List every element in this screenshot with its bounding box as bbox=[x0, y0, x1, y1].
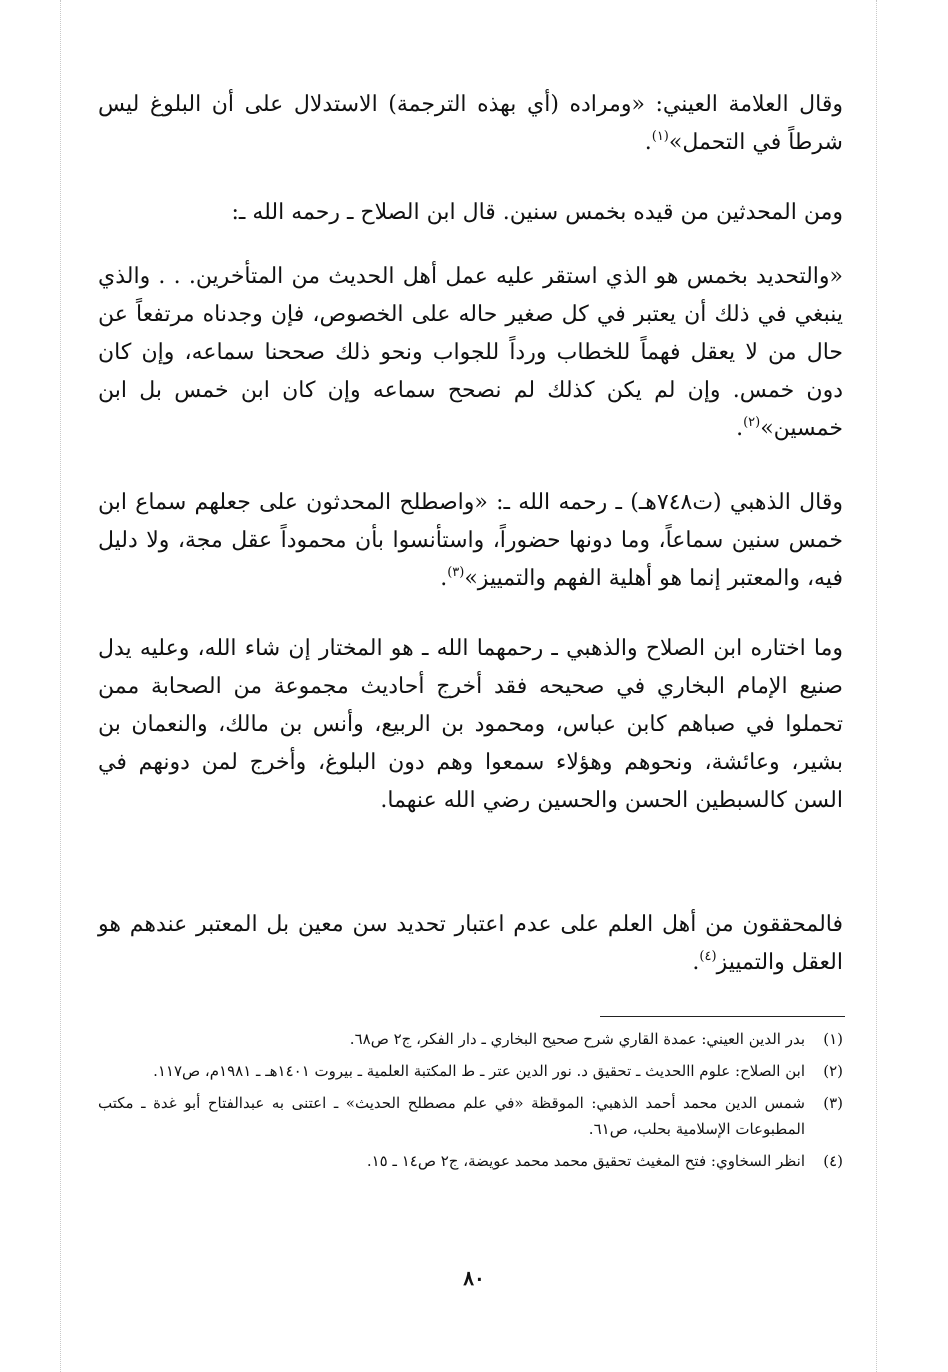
footnote-4 bbox=[98, 1148, 843, 1174]
right-margin-dotted-line bbox=[876, 0, 877, 1372]
footnote-number: (٣) bbox=[823, 1094, 843, 1112]
paragraph-end: . bbox=[736, 416, 744, 441]
footnote-ref-3[interactable]: (٣) bbox=[447, 565, 465, 580]
paragraph-ibn-salah-quote bbox=[98, 258, 843, 448]
paragraph-text: وما اختاره ابن الصلاح والذهبي ـ رحمهما الله ـ هو المختار إن شاء الله، وعليه يدل صنيع الإمام البخاري في صحيحه فقد أخرج أحاديث مجموعة من الصحابة ممن تحملوا في صباهم كابن عباس، ومحمود بن الربيع، وأنس بن مالك، والنعمان بن بشير، وعائشة، ونحوهم وهؤلاء سمعوا وهم دون البلوغ، وأخرج لمن دونهم في السن كالسبطين الحسن والحسين رضي الله عنهما. bbox=[98, 636, 843, 813]
paragraph-aini-quote bbox=[98, 86, 843, 162]
footnote-ref-2[interactable]: (٢) bbox=[743, 415, 761, 430]
footnote-separator bbox=[600, 1016, 845, 1017]
page-number: ٨٠ bbox=[463, 1266, 485, 1290]
footnote-number: (١) bbox=[823, 1030, 843, 1048]
paragraph-conclusion bbox=[98, 906, 843, 982]
paragraph-text: وقال العلامة العيني: «ومراده (أي بهذه الترجمة) الاستدلال على أن البلوغ ليس شرطاً في التحمل» bbox=[98, 92, 843, 155]
footnote-text: بدر الدين العيني: عمدة القاري شرح صحيح البخاري ـ دار الفكر، ج٢ ص٦٨. bbox=[349, 1030, 805, 1048]
paragraph-dhahabi-quote bbox=[98, 484, 843, 598]
footnote-2 bbox=[98, 1058, 843, 1084]
paragraph-text: وقال الذهبي (ت٧٤٨هـ) ـ رحمه الله ـ: «واصطلح المحدثون على جعلهم سماع ابن خمس سنين سماعاً، وما دونها حضوراً، واستأنسوا بأن محموداً عقل مجة، ولا دليل فيه، والمعتبر إنما هو أهلية الفهم والتمييز» bbox=[98, 490, 843, 591]
paragraph-five-years-intro bbox=[98, 194, 843, 232]
footnote-number: (٢) bbox=[823, 1062, 843, 1080]
footnote-1 bbox=[98, 1026, 843, 1052]
footnote-text: انظر السخاوي: فتح المغيث تحقيق محمد محمد عويضة، ج٢ ص١٤ ـ ١٥. bbox=[366, 1152, 805, 1170]
footnotes-section bbox=[98, 1026, 843, 1180]
paragraph-text: فالمحققون من أهل العلم على عدم اعتبار تحديد سن معين بل المعتبر عندهم هو العقل والتمييز bbox=[98, 912, 843, 975]
paragraph-end: . bbox=[644, 130, 652, 155]
paragraph-text: «والتحديد بخمس هو الذي استقر عليه عمل أهل الحديث من المتأخرين. . . والذي ينبغي في ذلك أن يعتبر في كل صغير حاله على الخصوص، فإن وجدناه مرتفعاً عن حال من لا يعقل فهماً للخطاب ورداً للجواب ونحو ذلك صححنا سماعه، وإن كان دون خمس. وإن لم يكن كذلك لم نصحح سماعه وإن كان ابن خمس بل ابن خمسين» bbox=[98, 264, 843, 441]
footnote-3 bbox=[98, 1090, 843, 1142]
footnote-text: ابن الصلاح: علوم االحديث ـ تحقيق د. نور الدين عتر ـ ط المكتبة العلمية ـ بيروت ١٤٠١هـ ـ ١٩٨١م، ص١١٧. bbox=[153, 1062, 805, 1080]
footnote-number: (٤) bbox=[823, 1152, 843, 1170]
footnote-text: شمس الدين محمد أحمد الذهبي: الموقظة «في علم مصطلح الحديث» ـ اعتنى به عبدالفتاح أبو غدة ـ مكتب المطبوعات الإسلامية بحلب، ص٦١. bbox=[98, 1094, 805, 1138]
left-margin-dotted-line bbox=[60, 0, 61, 1372]
paragraph-text: ومن المحدثين من قيده بخمس سنين. قال ابن الصلاح ـ رحمه الله ـ: bbox=[231, 200, 843, 225]
footnote-ref-4[interactable]: (٤) bbox=[699, 949, 717, 964]
paragraph-end: . bbox=[692, 950, 700, 975]
footnote-ref-1[interactable]: (١) bbox=[651, 129, 669, 144]
paragraph-end: . bbox=[440, 566, 448, 591]
paragraph-chosen-view bbox=[98, 630, 843, 820]
